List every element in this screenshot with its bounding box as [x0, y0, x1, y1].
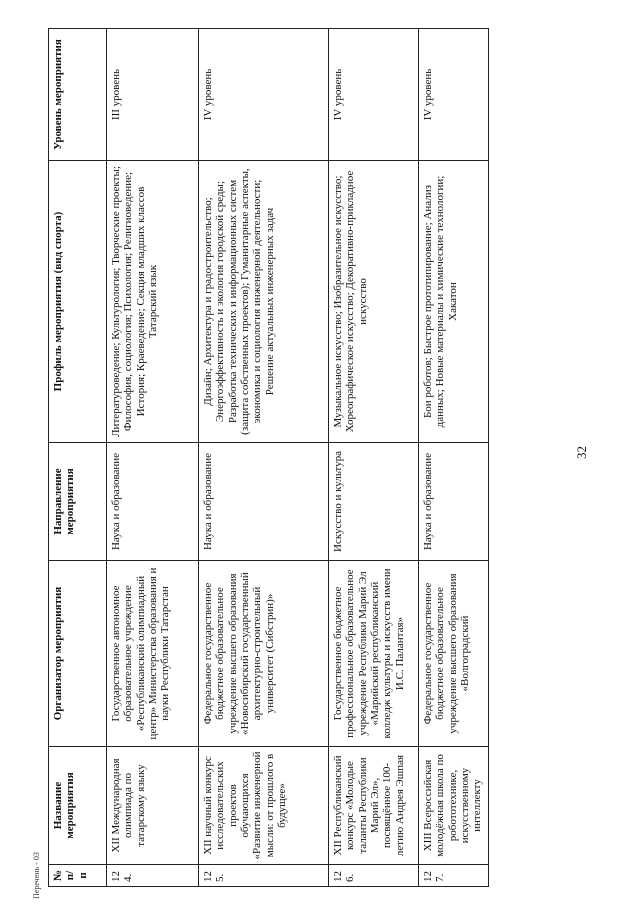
row-name: XII научный конкурс исследовательских проектов обучающихся «Развитие инженерной мысли: от прошлого в будущее»	[199, 747, 329, 865]
page-number: 32	[574, 446, 589, 459]
row-level: IV уровень	[419, 29, 489, 161]
header-direction: Направление мероприятия	[49, 443, 107, 561]
row-profile: Бои роботов; Быстрое прототипирование; Анализ данных; Новые материалы и химические технологии; Хакатон	[419, 161, 489, 443]
row-direction: Наука и образование	[107, 443, 199, 561]
row-num: 124.	[107, 865, 199, 887]
row-direction: Наука и образование	[199, 443, 329, 561]
row-name: XII Международная олимпиада по татарскому языку	[107, 747, 199, 865]
row-num: 125.	[199, 865, 329, 887]
row-organizer: Государственное автономное образовательное учреждение «Республиканский олимпиадный центр» Министерства образования и науки Республики Татарстан	[107, 561, 199, 747]
header-profile: Профиль мероприятия (вид спорта)	[49, 161, 107, 443]
table-row	[199, 29, 329, 887]
header-level: Уровень мероприятия	[49, 29, 107, 161]
table-row	[107, 29, 199, 887]
row-profile: Музыкальное искусство; Изобразительное искусство; Хореографическое искусство; Декоративно-прикладное искусство	[329, 161, 419, 443]
row-num: 127.	[419, 865, 489, 887]
row-level: IV уровень	[199, 29, 329, 161]
row-level: III уровень	[107, 29, 199, 161]
row-organizer: Государственное бюджетное профессиональное образовательное учреждение Республики Марий Эл «Марийский республиканский колледж культуры и искусств имени И.С. Палантая»	[329, 561, 419, 747]
row-num: 126.	[329, 865, 419, 887]
row-name: XIII Всероссийская молодёжная школа по робототехнике, искусственному интеллекту	[419, 747, 489, 865]
row-direction: Наука и образование	[419, 443, 489, 561]
table-header-row	[49, 29, 107, 887]
header-name: Название мероприятия	[49, 747, 107, 865]
row-organizer: Федеральное государственное бюджетное образовательное учреждение высшего образования «Волгоградский	[419, 561, 489, 747]
row-profile-prefix: Литературоведение; Культурология; Творческие проекты; Философия, социология; Психология; Религиоведение; История; Краеведение; Секция младших классов	[110, 166, 147, 437]
row-profile-main: Татарский язык	[146, 264, 159, 339]
events-table	[48, 28, 489, 887]
row-profile: Дизайн; Архитектура и градостроительство; Энергоэффективность и экология городской среды; Разработка технических и информационных систем (защита собственных проектов); Гуманитарные аспекты, экономика и социология инженерной деятельности; Решение актуальных инженерных задач	[199, 161, 329, 443]
table-row	[419, 29, 489, 887]
row-name: XII Республиканский конкурс «Молодые таланты Республики Марий Эл», посвящённое 100-летию Андрея Эшпая	[329, 747, 419, 865]
table-row	[329, 29, 419, 887]
page-footer: Перечень - 03	[32, 852, 41, 899]
header-num: № п/п	[49, 865, 107, 887]
row-organizer: Федеральное государственное бюджетное образовательное учреждение высшего образования «Новосибирский государственный архитектурно-строительный университет (Сибстрин)»	[199, 561, 329, 747]
row-direction: Искусство и культура	[329, 443, 419, 561]
row-level: IV уровень	[329, 29, 419, 161]
header-organizer: Организатор мероприятия	[49, 561, 107, 747]
row-profile	[107, 161, 199, 443]
